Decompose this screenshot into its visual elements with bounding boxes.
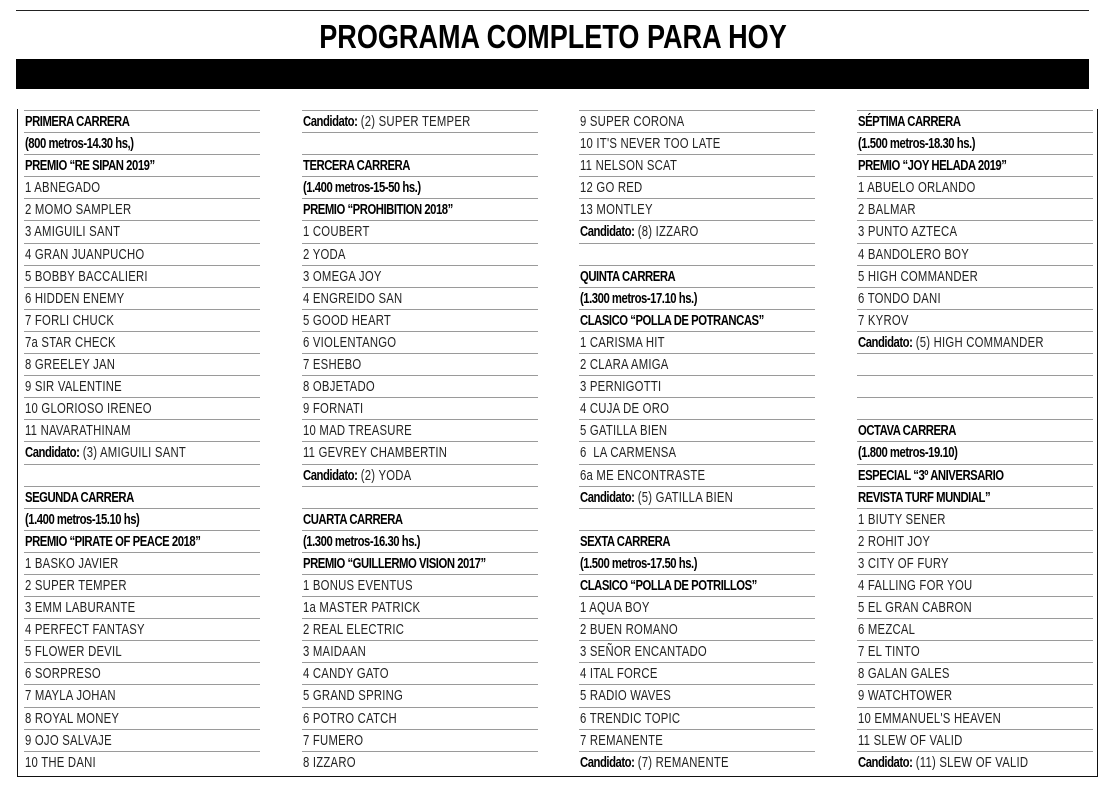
runner-name: 2 BALMAR (858, 202, 916, 219)
candidate-label: Candidato: (25, 445, 80, 462)
candidate-text (580, 223, 699, 241)
race-heading-line (24, 132, 260, 154)
runner-entry (857, 287, 1093, 309)
runner-name: 7 MAYLA JOHAN (25, 688, 116, 705)
runner-entry (302, 309, 538, 331)
race-heading-text: (800 metros-14.30 hs,) (25, 136, 134, 153)
race-heading-line (302, 552, 538, 574)
race-heading-text: REVISTA TURF MUNDIAL” (858, 489, 991, 506)
runner-entry (24, 176, 260, 198)
runner-entry (579, 110, 815, 132)
runner-entry (857, 530, 1093, 552)
race-heading-text: OCTAVA CARRERA (858, 423, 956, 440)
runner-entry (302, 287, 538, 309)
runner-entry (302, 375, 538, 397)
runner-name: 5 EL GRAN CABRON (858, 600, 972, 617)
runner-name: 4 GRAN JUANPUCHO (25, 246, 145, 263)
page-title: PROGRAMA COMPLETO PARA HOY (319, 18, 787, 55)
runner-name: 6a ME ENCONTRASTE (580, 467, 706, 484)
runner-name: 3 MAIDAAN (303, 644, 367, 661)
race-heading-text: (1.300 metros-17.10 hs.) (580, 290, 698, 307)
race-heading-line (857, 419, 1093, 441)
runner-name: 9 WATCHTOWER (858, 688, 953, 705)
candidate-text (858, 334, 1044, 352)
runner-entry (857, 176, 1093, 198)
race-heading-line (579, 287, 815, 309)
runner-entry (24, 618, 260, 640)
runner-name: 4 ITAL FORCE (580, 666, 658, 683)
runner-name: 5 HIGH COMMANDER (858, 268, 978, 285)
runner-entry (302, 618, 538, 640)
candidate-label: Candidato: (303, 467, 358, 484)
top-rule (16, 10, 1089, 11)
runner-name: 2 CLARA AMIGA (580, 357, 669, 374)
race-heading-text: PREMIO “PROHIBITION 2018” (303, 202, 453, 219)
runner-name: 9 SUPER CORONA (580, 114, 685, 130)
runner-name: 2 MOMO SAMPLER (25, 202, 132, 219)
black-banner-bar (16, 59, 1089, 89)
candidate-value: (8) IZZARO (634, 224, 699, 241)
candidate-value: (11) SLEW OF VALID (912, 754, 1029, 771)
runner-name: 11 NELSON SCAT (580, 158, 678, 175)
race-heading-line (857, 486, 1093, 508)
runner-name: 1 BASKO JAVIER (25, 555, 119, 572)
race-heading-line (24, 530, 260, 552)
runner-entry (579, 331, 815, 353)
candidate-value: (2) YODA (357, 467, 412, 484)
column-2 (302, 110, 538, 773)
runner-name: 4 CANDY GATO (303, 666, 389, 683)
runner-name: 1 AQUA BOY (580, 600, 650, 617)
race-heading-text: TERCERA CARRERA (303, 158, 410, 175)
runner-entry (24, 220, 260, 242)
runner-entry (302, 684, 538, 706)
runner-entry (24, 397, 260, 419)
race-heading-text: (1.500 metros-17.50 hs.) (580, 555, 698, 572)
runner-name: 7 EL TINTO (858, 644, 920, 661)
runner-entry (579, 464, 815, 486)
runner-name: 2 YODA (303, 246, 346, 263)
runner-name: 6 HIDDEN ENEMY (25, 290, 125, 307)
candidate-text (25, 444, 186, 462)
runner-entry (579, 397, 815, 419)
runner-name: 8 ROYAL MONEY (25, 710, 120, 727)
runner-entry (302, 596, 538, 618)
runner-name: 2 ROHIT JOY (858, 533, 931, 550)
runner-entry (579, 198, 815, 220)
runner-name: 12 GO RED (580, 180, 643, 197)
runner-name: 5 GOOD HEART (303, 312, 392, 329)
blank-line (302, 486, 538, 508)
runner-name: 1 ABNEGADO (25, 180, 101, 197)
runner-entry (302, 640, 538, 662)
runner-name: 4 CUJA DE ORO (580, 401, 670, 418)
race-heading-line (24, 508, 260, 530)
runner-name: 3 SEÑOR ENCANTADO (580, 644, 707, 661)
blank-line (302, 132, 538, 154)
race-heading-line (302, 530, 538, 552)
runner-entry (302, 574, 538, 596)
runner-name: 3 AMIGUILI SANT (25, 224, 121, 241)
runner-name: 8 OBJETADO (303, 379, 375, 396)
runner-entry (24, 751, 260, 773)
race-heading-line (579, 574, 815, 596)
runner-name: 4 PERFECT FANTASY (25, 622, 145, 639)
runner-name: 5 FLOWER DEVIL (25, 644, 122, 661)
candidate-text (580, 754, 729, 772)
runner-entry (579, 353, 815, 375)
runner-entry (857, 684, 1093, 706)
race-heading-text: (1.400 metros-15-50 hs.) (303, 180, 421, 197)
runner-name: 9 FORNATI (303, 401, 364, 418)
runner-name: 7 FORLI CHUCK (25, 312, 115, 329)
runner-entry (24, 552, 260, 574)
runner-entry (24, 684, 260, 706)
runner-name: 7 ESHEBO (303, 357, 362, 374)
race-heading-line (579, 552, 815, 574)
runner-name: 10 MAD TREASURE (303, 423, 412, 440)
runner-name: 3 CITY OF FURY (858, 555, 949, 572)
candidate-line (302, 464, 538, 486)
runner-name: 1 COUBERT (303, 224, 370, 241)
blank-line (579, 243, 815, 265)
runner-name: 1 CARISMA HIT (580, 334, 665, 351)
race-heading-line (579, 530, 815, 552)
runner-entry (24, 265, 260, 287)
runner-entry (24, 640, 260, 662)
runner-entry (857, 265, 1093, 287)
blank-line (579, 508, 815, 530)
candidate-value: (7) REMANENTE (634, 754, 729, 771)
runner-name: 1 ABUELO ORLANDO (858, 180, 976, 197)
race-heading-line (24, 154, 260, 176)
runner-name: 6 SORPRESO (25, 666, 101, 683)
runner-entry (24, 243, 260, 265)
runner-entry (579, 176, 815, 198)
race-heading-line (857, 441, 1093, 463)
candidate-value: (3) AMIGUILI SANT (79, 445, 187, 462)
runner-entry (857, 243, 1093, 265)
race-heading-text: SEGUNDA CARRERA (25, 489, 134, 506)
runner-entry (857, 574, 1093, 596)
race-heading-text: (1.500 metros-18.30 hs.) (858, 136, 976, 153)
runner-name: 7 REMANENTE (580, 732, 664, 749)
runner-entry (857, 309, 1093, 331)
runner-entry (579, 707, 815, 729)
race-heading-line (302, 198, 538, 220)
race-heading-line (857, 154, 1093, 176)
runner-entry (857, 707, 1093, 729)
runner-entry (579, 640, 815, 662)
runner-name: 2 BUEN ROMANO (580, 622, 678, 639)
runner-entry (302, 441, 538, 463)
runner-name: 7a STAR CHECK (25, 334, 116, 351)
runner-entry (579, 684, 815, 706)
race-heading-line (857, 132, 1093, 154)
runner-entry (302, 331, 538, 353)
runner-name: 3 EMM LABURANTE (25, 600, 136, 617)
runner-entry (857, 596, 1093, 618)
runner-name: 5 RADIO WAVES (580, 688, 672, 705)
race-heading-line (302, 508, 538, 530)
runner-name: 4 ENGREIDO SAN (303, 290, 403, 307)
runner-entry (24, 729, 260, 751)
race-heading-text: PRIMERA CARRERA (25, 114, 130, 130)
runner-name: 5 BOBBY BACCALIERI (25, 268, 148, 285)
runner-entry (302, 397, 538, 419)
candidate-label: Candidato: (580, 754, 635, 771)
runner-name: 9 SIR VALENTINE (25, 379, 122, 396)
blank-line (857, 375, 1093, 397)
runner-entry (579, 441, 815, 463)
runner-name: 1 BIUTY SENER (858, 511, 946, 528)
candidate-text (580, 489, 733, 507)
runner-name: 13 MONTLEY (580, 202, 653, 219)
runner-entry (24, 198, 260, 220)
race-heading-text: CUARTA CARRERA (303, 511, 403, 528)
runner-entry (24, 331, 260, 353)
runner-entry (24, 707, 260, 729)
blank-line (24, 464, 260, 486)
runner-entry (579, 662, 815, 684)
runner-entry (579, 729, 815, 751)
runner-entry (24, 353, 260, 375)
race-heading-text: PREMIO “JOY HELADA 2019” (858, 158, 1007, 175)
race-heading-text: PREMIO “GUILLERMO VISION 2017” (303, 555, 486, 572)
candidate-line (857, 331, 1093, 353)
runner-name: 11 NAVARATHINAM (25, 423, 131, 440)
candidate-label: Candidato: (303, 114, 358, 130)
runner-entry (302, 751, 538, 773)
runner-name: 6 TONDO DANI (858, 290, 941, 307)
runner-name: 6 POTRO CATCH (303, 710, 397, 727)
race-heading-text: CLASICO “POLLA DE POTRANCAS” (580, 312, 764, 329)
runner-entry (579, 375, 815, 397)
blank-line (857, 397, 1093, 419)
race-heading-line (24, 110, 260, 132)
candidate-value: (5) GATILLA BIEN (634, 489, 734, 506)
race-heading-text: (1.400 metros-15.10 hs) (25, 511, 140, 528)
race-heading-line (579, 309, 815, 331)
runner-entry (302, 243, 538, 265)
runner-entry (24, 287, 260, 309)
candidate-value: (5) HIGH COMMANDER (912, 334, 1044, 351)
runner-entry (857, 640, 1093, 662)
candidate-line (579, 486, 815, 508)
column-4 (857, 110, 1093, 773)
runner-name: 2 REAL ELECTRIC (303, 622, 405, 639)
race-heading-text: PREMIO “RE SIPAN 2019” (25, 158, 155, 175)
runner-entry (302, 353, 538, 375)
runner-entry (857, 729, 1093, 751)
runner-entry (579, 419, 815, 441)
runner-entry (24, 375, 260, 397)
runner-name: 11 SLEW OF VALID (858, 732, 963, 749)
runner-name: 5 GRAND SPRING (303, 688, 404, 705)
runner-name: 4 FALLING FOR YOU (858, 577, 973, 594)
runner-entry (302, 707, 538, 729)
runner-entry (579, 132, 815, 154)
candidate-label: Candidato: (858, 754, 913, 771)
runner-name: 8 GALAN GALES (858, 666, 950, 683)
runner-name: 3 PERNIGOTTI (580, 379, 662, 396)
runner-name: 10 EMMANUEL'S HEAVEN (858, 710, 1002, 727)
runner-name: 9 OJO SALVAJE (25, 732, 112, 749)
candidate-label: Candidato: (580, 224, 635, 241)
race-heading-text: QUINTA CARRERA (580, 268, 676, 285)
runner-entry (302, 729, 538, 751)
runner-name: 10 GLORIOSO IRENEO (25, 401, 152, 418)
runner-entry (857, 198, 1093, 220)
runner-entry (302, 265, 538, 287)
runner-name: 7 FUMERO (303, 732, 364, 749)
race-heading-line (857, 110, 1093, 132)
candidate-line (579, 751, 815, 773)
runner-name: 1a MASTER PATRICK (303, 600, 421, 617)
column-1 (24, 110, 260, 773)
runner-name: 3 OMEGA JOY (303, 268, 382, 285)
runner-entry (857, 508, 1093, 530)
runner-name: 6 LA CARMENSA (580, 445, 677, 462)
runner-name: 6 VIOLENTANGO (303, 334, 397, 351)
runner-name: 8 IZZARO (303, 754, 356, 771)
runner-entry (857, 662, 1093, 684)
candidate-line (579, 220, 815, 242)
race-heading-text: ESPECIAL “3º ANIVERSARIO (858, 467, 1004, 484)
runner-name: 1 BONUS EVENTUS (303, 577, 413, 594)
runner-entry (24, 662, 260, 684)
race-heading-text: PREMIO “PIRATE OF PEACE 2018” (25, 533, 201, 550)
runner-entry (302, 419, 538, 441)
race-heading-line (857, 464, 1093, 486)
runner-name: 10 THE DANI (25, 754, 96, 771)
runner-name: 5 GATILLA BIEN (580, 423, 668, 440)
race-heading-text: SÉPTIMA CARRERA (858, 114, 961, 130)
runner-entry (24, 419, 260, 441)
runner-name: 6 TRENDIC TOPIC (580, 710, 681, 727)
runner-name: 6 MEZCAL (858, 622, 916, 639)
race-heading-line (24, 486, 260, 508)
candidate-text (303, 113, 471, 131)
race-heading-line (579, 265, 815, 287)
runner-entry (24, 574, 260, 596)
runner-entry (302, 662, 538, 684)
race-heading-text: (1.300 metros-16.30 hs.) (303, 533, 421, 550)
runner-entry (24, 596, 260, 618)
runner-name: 2 SUPER TEMPER (25, 577, 127, 594)
candidate-line (857, 751, 1093, 773)
race-heading-text: SEXTA CARRERA (580, 533, 671, 550)
runner-entry (579, 596, 815, 618)
runner-entry (857, 220, 1093, 242)
runner-entry (302, 220, 538, 242)
candidate-text (303, 467, 411, 485)
runner-entry (24, 309, 260, 331)
runner-name: 8 GREELEY JAN (25, 357, 116, 374)
runner-name: 10 IT'S NEVER TOO LATE (580, 136, 721, 153)
runner-entry (579, 618, 815, 640)
runner-name: 7 KYROV (858, 312, 909, 329)
candidate-line (24, 441, 260, 463)
race-heading-line (302, 154, 538, 176)
runner-entry (579, 154, 815, 176)
race-heading-text: CLASICO “POLLA DE POTRILLOS” (580, 577, 757, 594)
runner-name: 3 PUNTO AZTECA (858, 224, 958, 241)
candidate-label: Candidato: (858, 334, 913, 351)
candidate-value: (2) SUPER TEMPER (357, 114, 471, 130)
race-heading-text: (1.800 metros-19.10) (858, 445, 958, 462)
candidate-label: Candidato: (580, 489, 635, 506)
candidate-line (302, 110, 538, 132)
column-3 (579, 110, 815, 773)
race-heading-line (302, 176, 538, 198)
blank-line (857, 353, 1093, 375)
runner-name: 11 GEVREY CHAMBERTIN (303, 445, 448, 462)
runner-entry (857, 552, 1093, 574)
candidate-text (858, 754, 1028, 772)
runner-name: 4 BANDOLERO BOY (858, 246, 969, 263)
runner-entry (857, 618, 1093, 640)
